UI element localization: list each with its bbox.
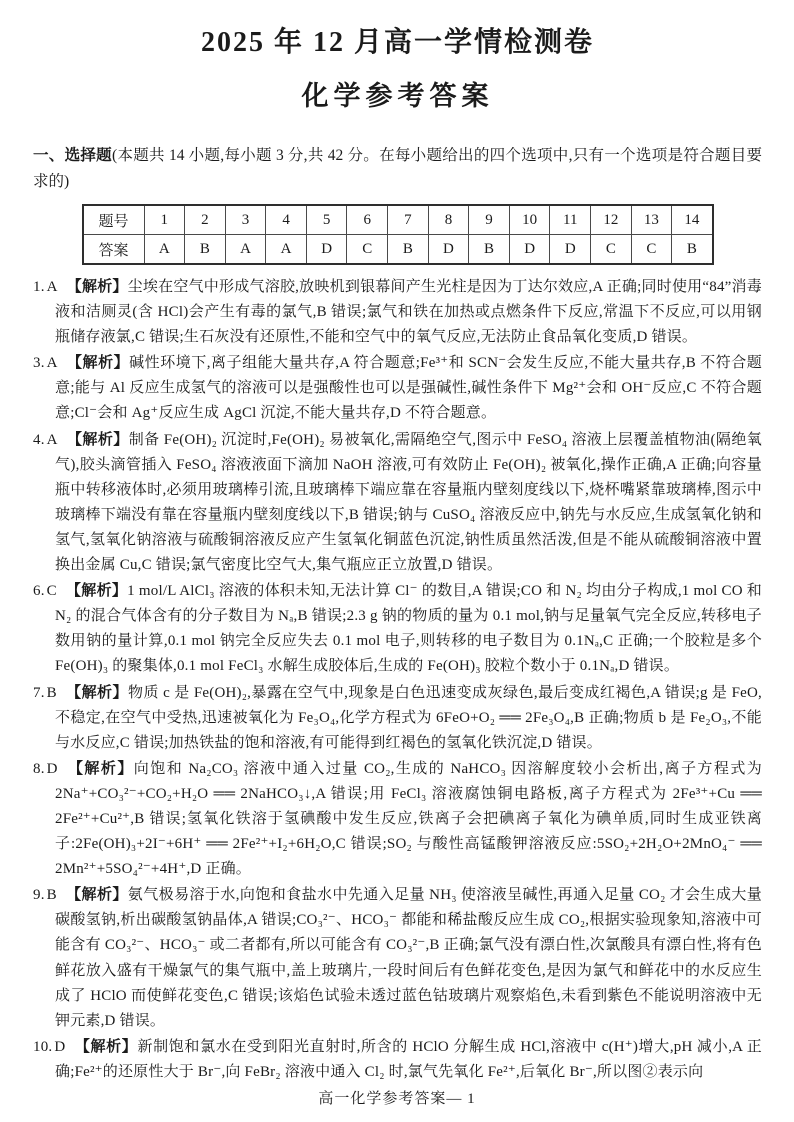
answer-cell: B	[388, 235, 429, 265]
answer-cell: A	[225, 235, 266, 265]
answer-cell: D	[550, 235, 591, 265]
question-number: 4.	[33, 431, 45, 448]
question-answer: A	[46, 355, 58, 372]
question-number: 1.	[33, 279, 45, 295]
page-footer: 高一化学参考答案— 1	[318, 1091, 476, 1107]
question-number-cell: 9	[469, 205, 510, 235]
answer-cell: D	[428, 235, 469, 265]
analysis-tag: 【解析】	[66, 430, 129, 448]
answer-cell: C	[347, 235, 388, 265]
question-answer: C	[46, 583, 57, 600]
question-number-cell: 14	[672, 205, 713, 235]
explanation-list	[33, 274, 762, 1085]
analysis-tag: 【解析】	[65, 683, 128, 701]
question-number-cell: 2	[185, 205, 226, 235]
explanation-q6	[33, 578, 762, 679]
answer-cell: A	[144, 235, 185, 265]
answer-cell: B	[469, 235, 510, 265]
explanation-q8	[33, 756, 762, 882]
question-number: 9.	[33, 887, 45, 904]
answer-cell: D	[306, 235, 347, 265]
answer-table-answer-row	[83, 235, 713, 265]
answer-cell: B	[185, 235, 226, 265]
explanation-q9	[33, 882, 762, 1034]
section-heading: 一、选择题	[33, 147, 112, 164]
explanation-q7	[33, 680, 762, 756]
analysis-text: 制备 Fe(OH)₂ 沉淀时,Fe(OH)₂ 易被氧化,需隔绝空气,图示中 FeSO₄ 溶液上层覆盖植物油(隔绝氧气),胶头滴管插入 FeSO₄ 溶液液面下滴加 NaOH 溶液,可有效防止 Fe(OH)₂ 被氧化,操作正确,A 正确;向容量瓶中转移液体时,必须用玻璃棒引流,且玻璃棒下端应靠在容量瓶内壁刻度线以下,烧杯嘴紧靠玻璃棒,图示中玻璃棒下端没有靠在容量瓶内壁刻度线以下,B 错误;钠与 CuSO₄ 溶液反应中,钠先与水反应,生成氢氧化钠和氢气,氢氧化钠溶液与硫酸铜溶液反应产生氢氧化铜蓝色沉淀,钠性质虽然活泼,但是不能从硫酸铜溶液中置换出金属 Cu,C 错误;氯气密度比空气大,集气瓶应正立放置,D 错误。	[55, 431, 762, 574]
analysis-text: 物质 c 是 Fe(OH)₂,暴露在空气中,现象是白色迅速变成灰绿色,最后变成红褐色,A 错误;g 是 FeO,不稳定,在空气中受热,迅速被氧化为 Fe₃O₄,化学方程式为 6FeO+O₂ ══ 2Fe₃O₄,B 正确;物质 b 是 Fe₂O₃,不能与水反应,C 错误;加热铁盐的饱和溶液,有可能得到红褐色的氢氧化铁沉淀,D 错误。	[55, 684, 762, 751]
analysis-text: 碱性环境下,离子组能大量共存,A 符合题意;Fe³⁺和 SCN⁻会发生反应,不能大量共存,B 不符合题意;能与 Al 反应生成氢气的溶液可以是强酸性也可以是强碱性,碱性条件下 Mg²⁺会和 OH⁻反应,C 不符合题意;Cl⁻会和 Ag⁺反应生成 AgCl 沉淀,不能大量共存,D 不符合题意。	[55, 355, 762, 422]
question-answer: D	[46, 760, 58, 777]
answer-table	[82, 204, 714, 265]
document-subtitle: 化学参考答案	[301, 81, 494, 111]
analysis-tag: 【解析】	[66, 759, 134, 777]
question-number: 7.	[33, 684, 45, 701]
question-number-cell: 4	[266, 205, 307, 235]
question-answer: A	[46, 431, 58, 448]
question-number-cell: 10	[509, 205, 550, 235]
question-number: 10.	[33, 1038, 53, 1055]
answer-cell: C	[631, 235, 672, 265]
answer-table-answer-row-label: 答案	[83, 235, 145, 265]
question-number: 8.	[33, 760, 45, 777]
analysis-text: 尘埃在空气中形成气溶胶,放映机到银幕间产生光柱是因为丁达尔效应,A 正确;同时使用“84”消毒液和洁厕灵(含 HCl)会产生有毒的氯气,B 错误;氯气和铁在加热或点燃条件下反应,常温下不反应,可以用钢瓶储存液氯,C 错误;生石灰没有还原性,不能和空气中的氧气反应,无法防止食品氧化变质,D 错误。	[55, 279, 762, 346]
analysis-text: 新制饱和氯水在受到阳光直射时,所含的 HClO 分解生成 HCl,溶液中 c(H⁺)增大,pH 减小,A 正确;Fe²⁺的还原性大于 Br⁻,向 FeBr₂ 溶液中通入 Cl₂ 时,氯气先氧化 Fe²⁺,后氧化 Br⁻,所以图②表示向	[55, 1038, 762, 1080]
question-answer: D	[54, 1038, 66, 1055]
question-answer: B	[46, 887, 57, 904]
analysis-text: 1 mol/L AlCl₃ 溶液的体积未知,无法计算 Cl⁻ 的数目,A 错误;CO 和 N₂ 均由分子构成,1 mol CO 和 N₂ 的混合气体含有的分子数目为 Nₐ,B 错误;2.3 g 钠的物质的量为 0.1 mol,钠与足量氧气完全反应,转移电子数用钠的量计算,0.1 mol 钠完全反应失去 0.1 mol 电子,则转移的电子数目为 0.1Nₐ,C 正确;一个胶粒是多个 Fe(OH)₃ 的聚集体,0.1 mol FeCl₃ 水解生成胶体后,生成的 Fe(OH)₃ 胶粒个数小于 0.1Nₐ,D 错误。	[55, 583, 762, 675]
section-description: (本题共 14 小题,每小题 3 分,共 42 分。在每小题给出的四个选项中,只有一个选项是符合题目要求的)	[33, 147, 762, 190]
question-number-cell: 6	[347, 205, 388, 235]
explanation-q4	[33, 427, 762, 579]
explanation-q3	[33, 350, 762, 426]
question-number-cell: 12	[591, 205, 632, 235]
analysis-text: 向饱和 Na₂CO₃ 溶液中通入过量 CO₂,生成的 NaHCO₃ 因溶解度较小会析出,离子方程式为 2Na⁺+CO₃²⁻+CO₂+H₂O ══ 2NaHCO₃↓,A 错误;用 FeCl₃ 溶液腐蚀铜电路板,离子方程式为 2Fe³⁺+Cu ══ 2Fe²⁺+Cu²⁺,B 错误;氢氧化铁溶于氢碘酸中发生反应,铁离子会把碘离子氧化为碘单质,同时生成亚铁离子:2Fe(OH)₃+2I⁻+6H⁺ ══ 2Fe²⁺+I₂+6H₂O,C 错误;SO₂ 与酸性高锰酸钾溶液反应:5SO₂+2H₂O+2MnO₄⁻ ══ 2Mn²⁺+5SO₄²⁻+4H⁺,D 正确。	[55, 760, 762, 878]
analysis-tag: 【解析】	[66, 278, 128, 295]
document-title: 2025 年 12 月高一学情检测卷	[200, 27, 594, 58]
question-number-cell: 13	[631, 205, 672, 235]
analysis-tag: 【解析】	[66, 354, 130, 372]
question-answer: B	[46, 684, 57, 701]
explanation-q1	[33, 274, 762, 350]
question-number: 3.	[33, 355, 45, 372]
question-number-cell: 7	[388, 205, 429, 235]
analysis-tag: 【解析】	[65, 886, 128, 904]
answer-cell: C	[591, 235, 632, 265]
answer-table-number-row-label: 题号	[83, 205, 145, 235]
explanation-q10	[33, 1034, 762, 1085]
answer-table-number-row	[83, 205, 713, 235]
question-number: 6.	[33, 583, 45, 600]
analysis-text: 氨气极易溶于水,向饱和食盐水中先通入足量 NH₃ 使溶液呈碱性,再通入足量 CO₂ 才会生成大量碳酸氢钠,析出碳酸氢钠晶体,A 错误;CO₃²⁻、HCO₃⁻ 都能和稀盐酸反应生成 CO₂,根据实验现象知,溶液中可能含有 CO₃²⁻、HCO₃⁻ 或二者都有,所以可能含有 CO₃²⁻,B 正确;氯气没有漂白性,次氯酸具有漂白性,将有色鲜花放入盛有干燥氯气的集气瓶中,盖上玻璃片,一段时间后有色鲜花变色,是因为氯气和鲜花中的水反应生成了 HClO 而使鲜花变色,C 错误;该焰色试验未透过蓝色钴玻璃片观察焰色,未看到紫色不能说明溶液中无钾元素,D 错误。	[55, 887, 762, 1029]
analysis-tag: 【解析】	[74, 1037, 138, 1055]
question-number-cell: 3	[225, 205, 266, 235]
question-number-cell: 5	[306, 205, 347, 235]
question-number-cell: 11	[550, 205, 591, 235]
answer-cell: D	[509, 235, 550, 265]
question-number-cell: 8	[428, 205, 469, 235]
answer-cell: A	[266, 235, 307, 265]
analysis-tag: 【解析】	[65, 582, 128, 600]
answer-cell: B	[672, 235, 713, 265]
section-header	[33, 143, 762, 195]
question-number-cell: 1	[144, 205, 185, 235]
question-answer: A	[46, 279, 58, 295]
